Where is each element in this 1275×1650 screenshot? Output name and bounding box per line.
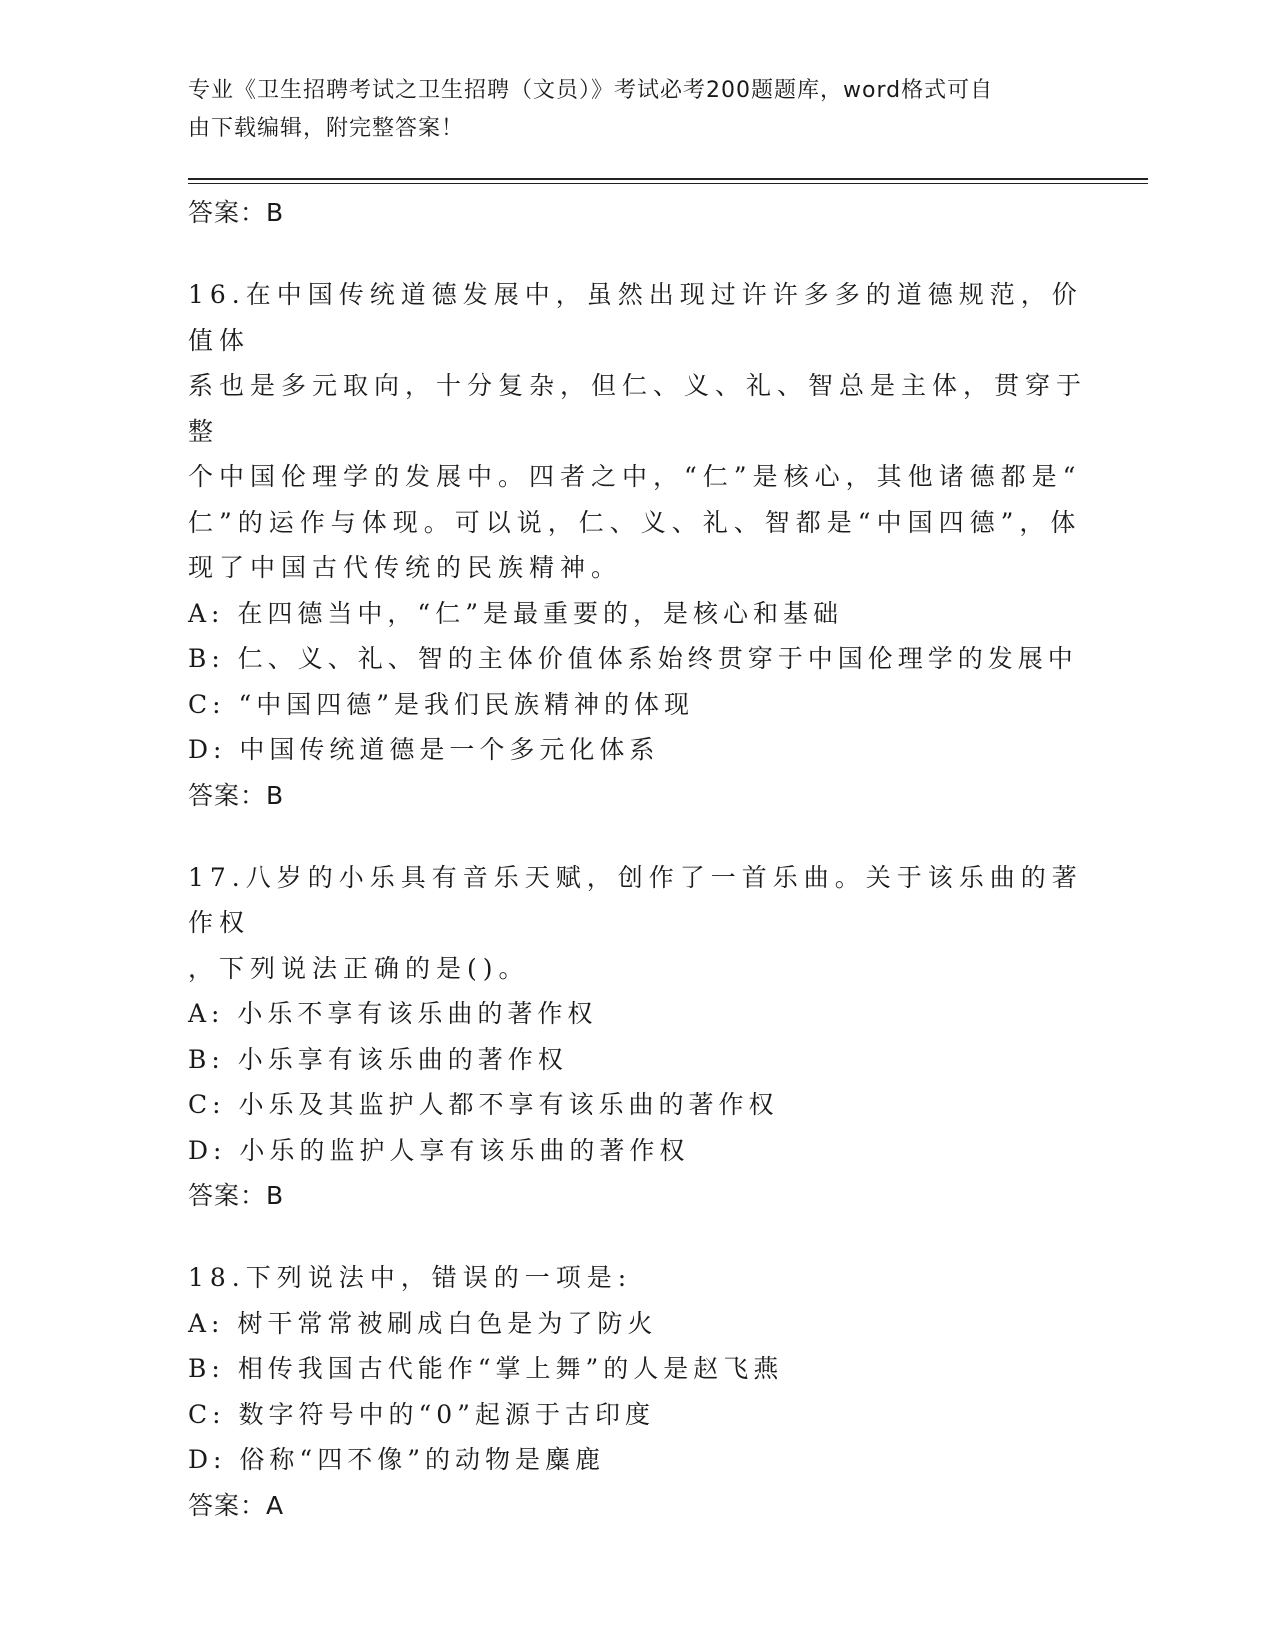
question-16-line-2: 系也是多元取向，十分复杂，但仁、义、礼、智总是主体，贯穿于整 [188,371,1088,446]
previous-answer: 答案：B [188,198,285,227]
header-line-2: 由下载编辑，附完整答案！ [188,116,465,141]
question-17 [188,855,1088,1220]
question-18-option-d: D: 俗称“四不像”的动物是麋鹿 [188,1445,605,1474]
question-17-option-d: D: 小乐的监护人享有该乐曲的著作权 [188,1135,690,1165]
question-16-option-b: B: 仁、义、礼、智的主体价值体系始终贯穿于中国伦理学的发展中 [188,644,1078,673]
question-18-option-a: A: 树干常常被刷成白色是为了防火 [188,1308,658,1338]
header-line-1: 专业《卫生招聘考试之卫生招聘（文员）》考试必考200题题库，word格式可自 [188,78,994,103]
question-17-option-c: C: 小乐及其监护人都不享有该乐曲的著作权 [188,1090,779,1119]
question-16-answer: 答案：B [188,780,285,810]
question-16-option-c: C: “中国四德”是我们民族精神的体现 [188,689,695,719]
question-16-line-3: 个中国伦理学的发展中。四者之中，“仁”是核心，其他诸德都是“ [188,462,1082,491]
header-divider-thick [188,178,1148,180]
question-16-line-1: 16.在中国传统道德发展中，虽然出现过许许多多的道德规范，价值体 [188,280,1083,355]
question-17-line-1: 17.八岁的小乐具有音乐天赋，创作了一首乐曲。关于该乐曲的著作权 [188,862,1083,937]
question-18-answer: 答案：A [188,1490,285,1520]
question-18-line-1: 18.下列说法中，错误的一项是: [188,1263,633,1292]
question-17-line-2: ，下列说法正确的是()。 [188,953,530,983]
question-18-option-c: C: 数字符号中的“0”起源于古印度 [188,1399,655,1429]
question-18-option-b: B: 相传我国古代能作“掌上舞”的人是赵飞燕 [188,1354,784,1383]
question-16-line-5: 现了中国古代传统的民族精神。 [188,553,623,582]
page-header [188,72,1068,148]
header-divider-thin [188,183,1148,184]
question-17-answer: 答案：B [188,1181,285,1210]
question-16-option-a: A: 在四德当中，“仁”是最重要的，是核心和基础 [188,598,843,628]
question-16-option-d: D: 中国传统道德是一个多元化体系 [188,735,660,764]
document-body [188,190,1088,1529]
question-16 [188,272,1088,819]
question-17-option-b: B: 小乐享有该乐曲的著作权 [188,1044,568,1074]
question-16-line-4: 仁”的运作与体现。可以说，仁、义、礼、智都是“中国四德”，体 [188,507,1082,537]
question-17-option-a: A: 小乐不享有该乐曲的著作权 [188,999,598,1028]
question-18 [188,1255,1088,1529]
